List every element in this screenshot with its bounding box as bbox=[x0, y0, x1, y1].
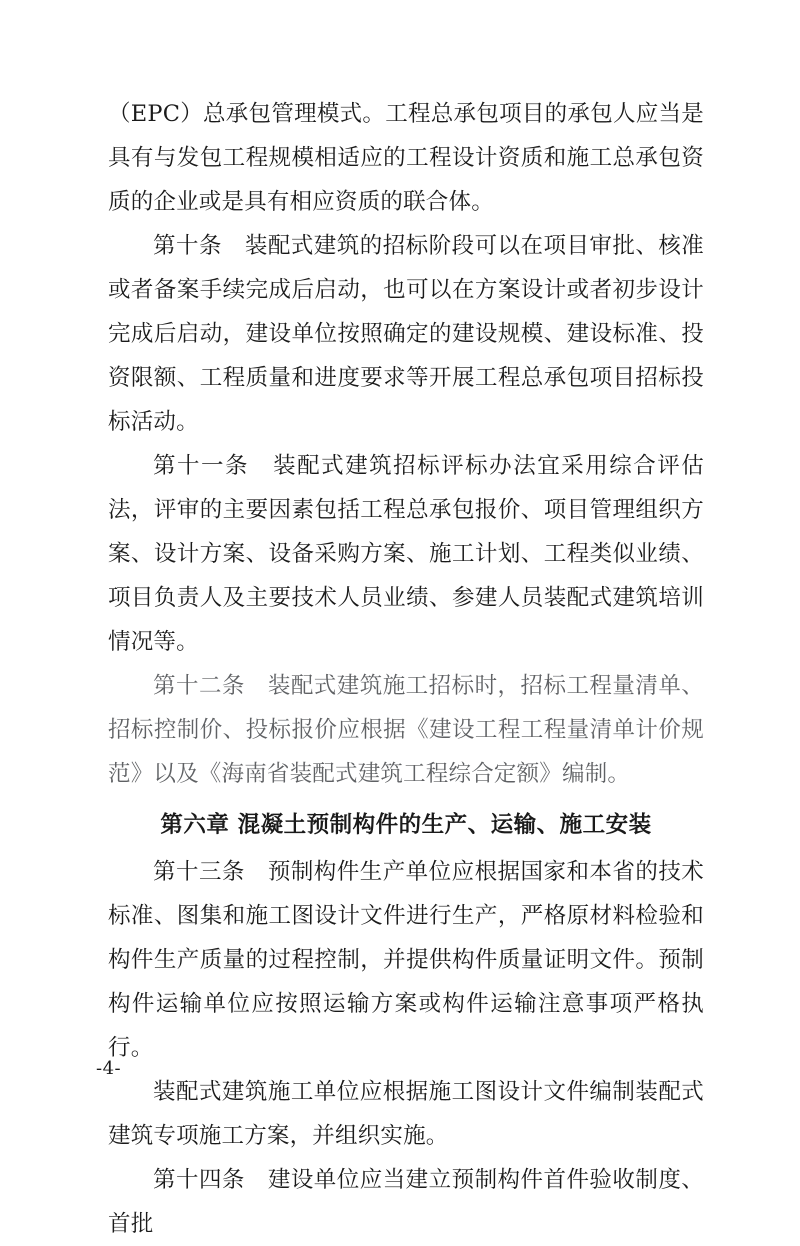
chapter-heading: 第六章 混凝土预制构件的生产、运输、施工安装 bbox=[160, 812, 652, 838]
paragraph-article-12: 第十二条 装配式建筑施工招标时，招标工程量清单、招标控制价、投标报价应根据《建设工程工程量清单计价规范》以及《海南省装配式建筑工程综合定额》编制。 bbox=[108, 673, 704, 787]
document-body bbox=[108, 92, 704, 1246]
paragraph-epc-continuation: （EPC）总承包管理模式。工程总承包项目的承包人应当是具有与发包工程规模相适应的工程设计资质和施工总承包资质的企业或是具有相应资质的联合体。 bbox=[108, 101, 704, 215]
paragraph-article-14: 第十四条 建设单位应当建立预制构件首件验收制度、首批 bbox=[108, 1167, 704, 1237]
paragraph-article-11: 第十一条 装配式建筑招标评标办法宜采用综合评估法，评审的主要因素包括工程总承包报价、项目管理组织方案、设计方案、设备采购方案、施工计划、工程类似业绩、项目负责人及主要技术人员业绩、参建人员装配式建筑培训情况等。 bbox=[108, 453, 704, 655]
paragraph-article-13: 第十三条 预制构件生产单位应根据国家和本省的技术标准、图集和施工图设计文件进行生产，严格原材料检验和构件生产质量的过程控制，并提供构件质量证明文件。预制构件运输单位应按照运输方案或构件运输注意事项严格执行。 bbox=[108, 859, 704, 1061]
page-number: -4- bbox=[96, 1058, 122, 1079]
paragraph-construction-unit: 装配式建筑施工单位应根据施工图设计文件编制装配式建筑专项施工方案，并组织实施。 bbox=[108, 1079, 704, 1149]
paragraph-article-10: 第十条 装配式建筑的招标阶段可以在项目审批、核准或者备案手续完成后启动，也可以在方案设计或者初步设计完成后启动，建设单位按照确定的建设规模、建设标准、投资限额、工程质量和进度要求等开展工程总承包项目招标投标活动。 bbox=[108, 233, 704, 435]
